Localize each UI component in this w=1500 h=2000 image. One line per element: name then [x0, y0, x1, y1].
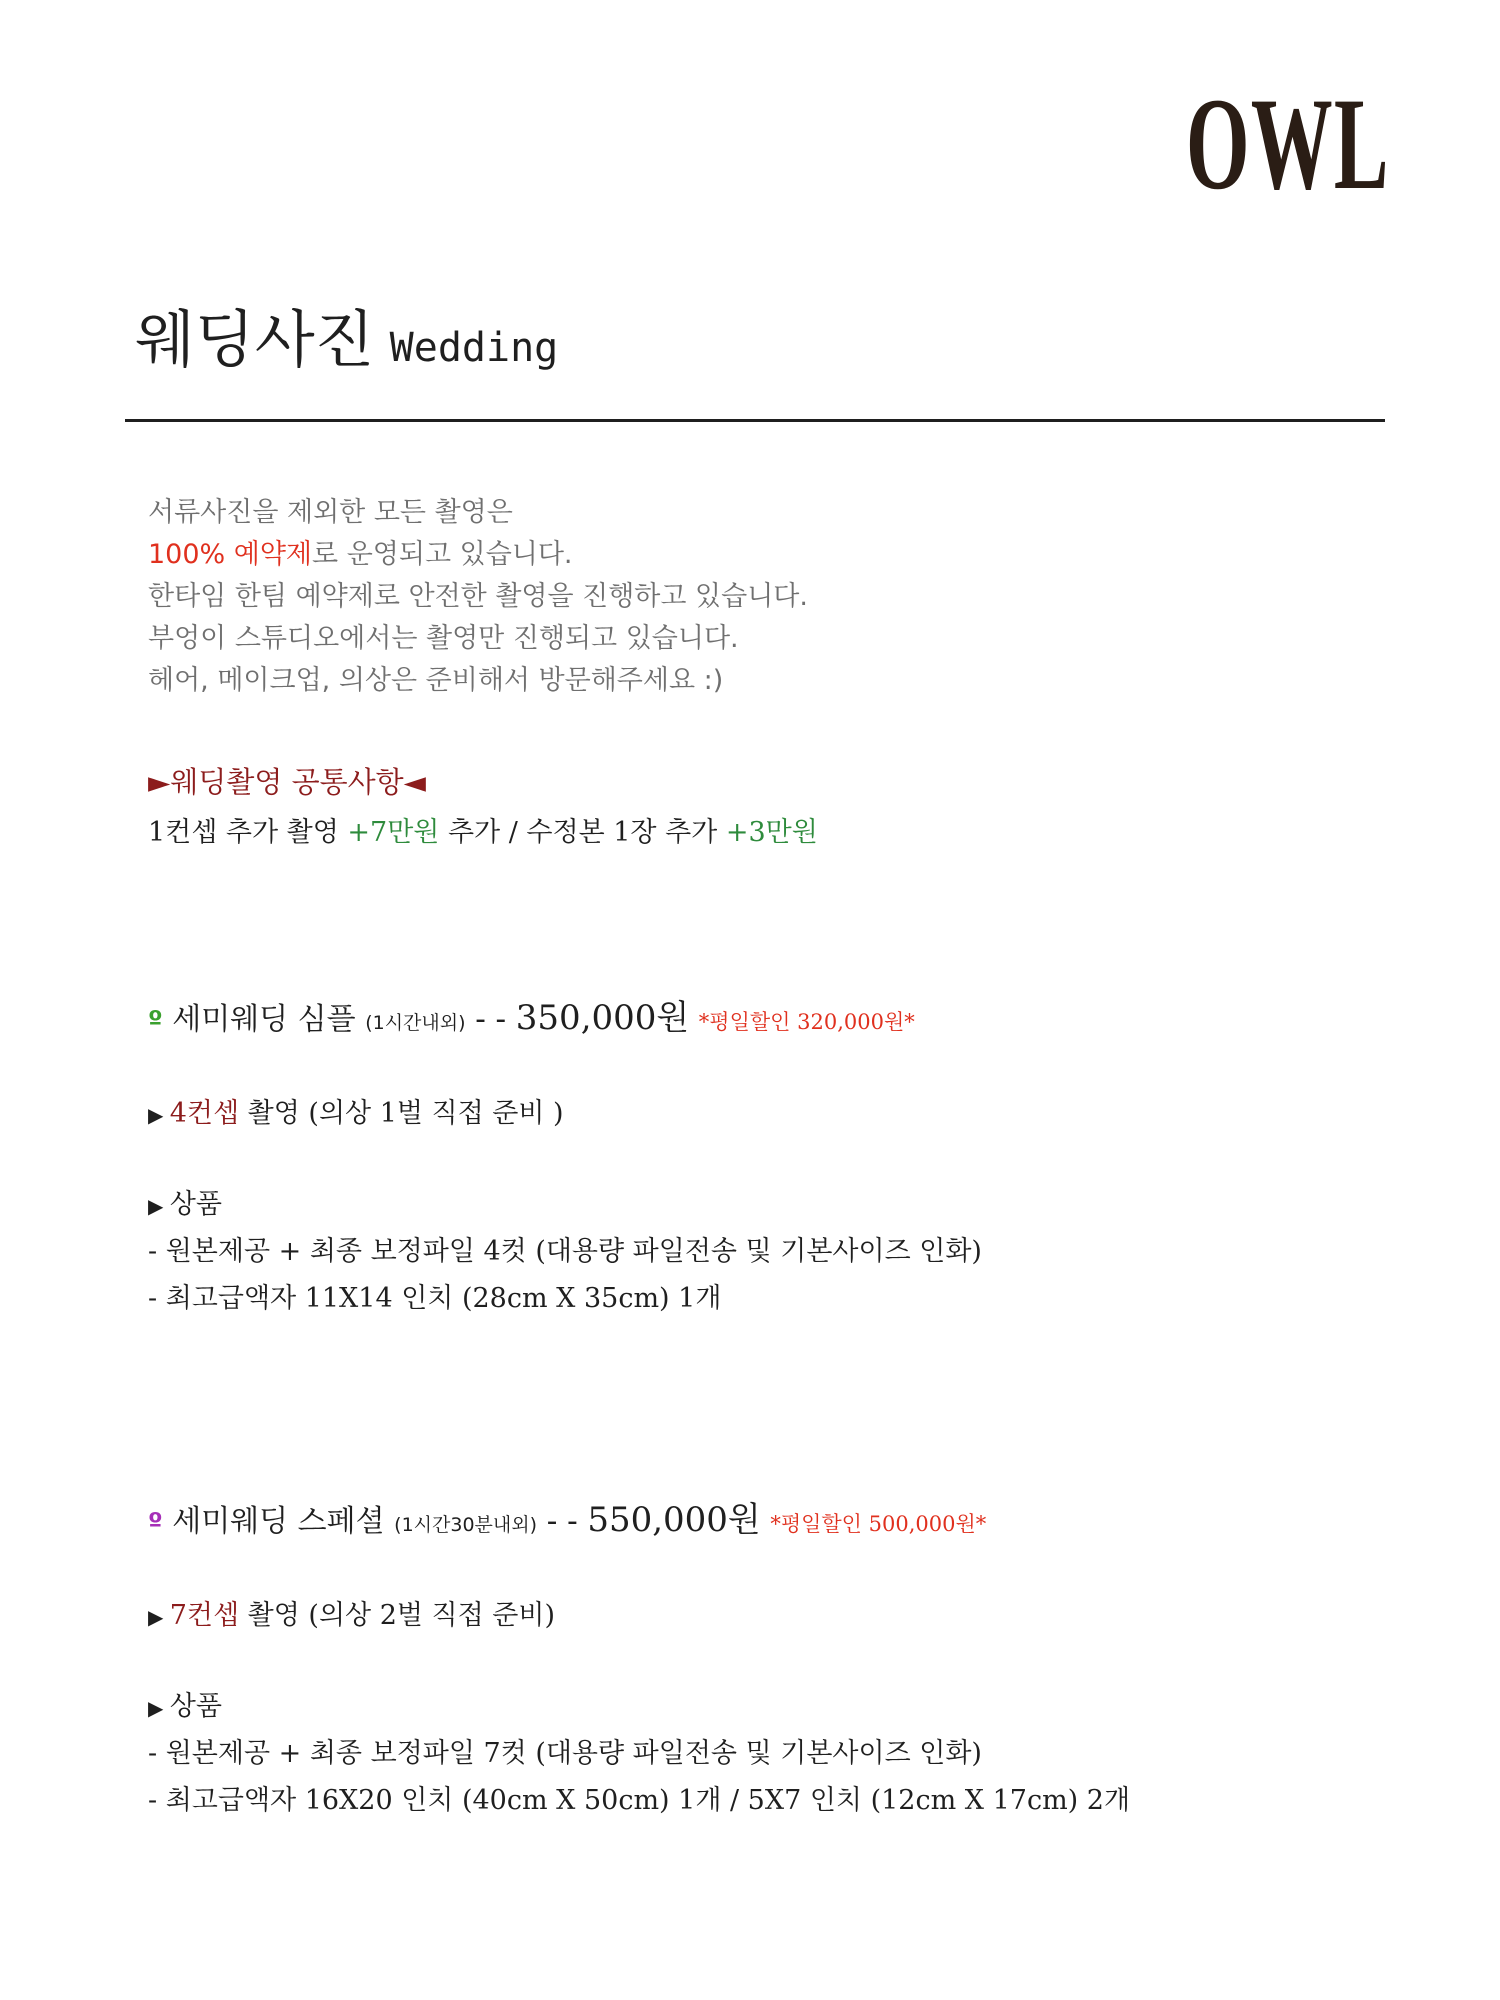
- concept-add-text: 1컨셉 추가 촬영: [148, 817, 348, 848]
- package-special: [148, 1492, 1130, 1817]
- common-notice-heading: ►웨딩촬영 공통사항◄: [148, 765, 426, 799]
- goods-label-line: [148, 1684, 1130, 1723]
- package-price: 350,000원: [515, 998, 690, 1038]
- package-header: [148, 1492, 1130, 1541]
- price-dash: - -: [465, 1002, 516, 1037]
- package-duration: (1시간내외): [365, 1012, 466, 1034]
- intro-line-2: [148, 534, 808, 576]
- intro-line-1: 서류사진을 제외한 모든 촬영은: [148, 497, 513, 528]
- triangle-icon: ▶: [148, 1194, 170, 1218]
- intro-line-4: 부엉이 스튜디오에서는 촬영만 진행되고 있습니다.: [148, 623, 739, 654]
- concept-line: [148, 1091, 982, 1130]
- price-dash: - -: [537, 1504, 588, 1539]
- goods-label: 상품: [169, 1189, 222, 1220]
- page-title: [135, 290, 558, 379]
- package-simple: [148, 990, 982, 1315]
- retouch-add-text: 추가 / 수정본 1장 추가: [439, 817, 726, 848]
- goods-item: - 최고급액자 16X20 인치 (40cm X 50cm) 1개 / 5X7 인치 (12cm X 17cm) 2개: [148, 1785, 1131, 1816]
- concept-line: [148, 1593, 1130, 1632]
- bullet-icon: º: [148, 1508, 163, 1538]
- triangle-icon: ▶: [148, 1605, 170, 1629]
- package-duration: (1시간30분내외): [394, 1514, 538, 1536]
- package-price: 550,000원: [587, 1500, 761, 1540]
- goods-label-line: [148, 1182, 982, 1221]
- weekday-discount: *평일할인 500,000원*: [770, 1512, 987, 1536]
- title-divider: [125, 419, 1385, 422]
- triangle-icon: ▶: [148, 1103, 170, 1127]
- goods-item: - 최고급액자 11X14 인치 (28cm X 35cm) 1개: [148, 1283, 722, 1314]
- weekday-discount: *평일할인 320,000원*: [698, 1010, 915, 1034]
- intro-text: [148, 492, 808, 702]
- concept-detail: 촬영 (의상 2벌 직접 준비): [239, 1600, 555, 1631]
- triangle-icon: ▶: [148, 1696, 170, 1720]
- common-notice-body: [148, 810, 818, 849]
- concept-detail: 촬영 (의상 1벌 직접 준비 ): [239, 1098, 564, 1129]
- goods-label: 상품: [169, 1691, 222, 1722]
- intro-line-3: 한타임 한팀 예약제로 안전한 촬영을 진행하고 있습니다.: [148, 581, 808, 612]
- intro-line-5: 헤어, 메이크업, 의상은 준비해서 방문해주세요 :): [148, 665, 724, 696]
- bullet-icon: º: [148, 1006, 163, 1036]
- goods-item: - 원본제공 + 최종 보정파일 7컷 (대용량 파일전송 및 기본사이즈 인화): [148, 1738, 982, 1769]
- concept-count: 4컨셉: [169, 1098, 240, 1129]
- goods-item: - 원본제공 + 최종 보정파일 4컷 (대용량 파일전송 및 기본사이즈 인화): [148, 1236, 982, 1267]
- retouch-add-price: +3만원: [725, 817, 818, 848]
- package-name: 세미웨딩 심플: [172, 1002, 356, 1037]
- owl-logo: OWL: [1186, 70, 1390, 217]
- package-name: 세미웨딩 스페셜: [172, 1504, 385, 1539]
- intro-line-2-rest: 로 운영되고 있습니다.: [312, 539, 573, 570]
- concept-add-price: +7만원: [347, 817, 440, 848]
- package-header: [148, 990, 982, 1039]
- reservation-highlight: 100% 예약제: [148, 539, 313, 570]
- title-korean: 웨딩사진: [135, 303, 375, 376]
- concept-count: 7컨셉: [169, 1600, 240, 1631]
- title-english: Wedding: [389, 325, 559, 371]
